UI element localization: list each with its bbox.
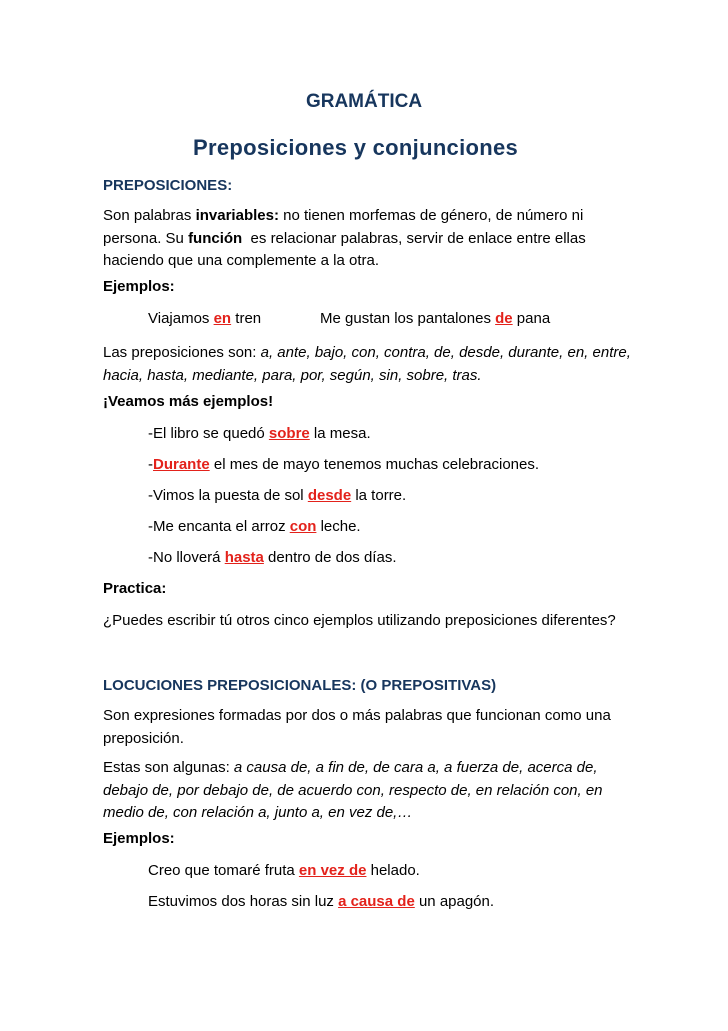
loc-example-1 xyxy=(148,862,420,880)
more-example-5 xyxy=(148,549,396,567)
loc-example-2-loc: a causa de xyxy=(338,893,415,910)
ejemplos-label-1: Ejemplos: xyxy=(103,278,175,295)
more-example-1-post: la mesa. xyxy=(309,425,371,442)
loc-example-1-loc: en vez de xyxy=(298,862,367,879)
def-text-6: es relacionar palabras, servir de enlace entre ellas xyxy=(242,229,586,247)
more-example-2-pre: - xyxy=(148,456,153,473)
more-example-1-pre: -El libro se quedó xyxy=(148,425,269,442)
locuciones-definition xyxy=(103,705,643,750)
example-2-pre: Me gustan los pantalones xyxy=(320,310,496,327)
more-example-2-post: el mes de mayo tenemos muchas celebraciones. xyxy=(209,456,540,473)
loc-list-line-2: debajo de, por debajo de, de acuerdo con, respecto de, en relación con, en xyxy=(103,781,603,799)
doc-subtitle: Preposiciones y conjunciones xyxy=(193,135,519,160)
preposiciones-list xyxy=(103,342,643,387)
more-example-1 xyxy=(148,425,371,443)
more-example-5-post: dentro de dos días. xyxy=(263,549,397,566)
more-example-3-prep: desde xyxy=(307,487,352,504)
more-example-4-prep: con xyxy=(289,518,317,535)
example-2-post: pana xyxy=(512,310,551,327)
loc-example-2-pre: Estuvimos dos horas sin luz xyxy=(148,893,339,910)
loc-list-line-3: medio de, con relación a, junto a, en vez de,… xyxy=(103,804,413,821)
more-example-5-prep: hasta xyxy=(224,549,264,566)
locuciones-heading: LOCUCIONES PREPOSICIONALES: (O PREPOSITIVAS) xyxy=(103,677,497,694)
practica-label: Practica: xyxy=(103,580,167,597)
list-line-1: a, ante, bajo, con, contra, de, desde, durante, en, entre, xyxy=(260,344,631,361)
def-text-3: no tienen morfemas de género, de número ni xyxy=(278,207,584,224)
preposiciones-heading: PREPOSICIONES: xyxy=(103,177,233,194)
def-text-7: haciendo que una complemente a la otra. xyxy=(103,252,380,269)
loc-example-1-pre: Creo que tomaré fruta xyxy=(148,862,299,879)
loc-list-line-1: a causa de, a fin de, de cara a, a fuerza de, acerca de, xyxy=(233,759,598,776)
veamos-heading: ¡Veamos más ejemplos! xyxy=(103,393,274,410)
more-example-2 xyxy=(148,456,539,474)
more-example-3-post: la torre. xyxy=(351,487,407,504)
more-example-2-prep: Durante xyxy=(153,456,210,473)
more-example-1-prep: sobre xyxy=(268,425,310,442)
example-2-prep: de xyxy=(495,310,513,327)
example-1-post: tren xyxy=(231,310,262,327)
def-text-1: Son palabras xyxy=(103,207,196,224)
def-text-4: persona. Su xyxy=(103,229,189,247)
loc-example-1-post: helado. xyxy=(366,862,420,879)
def-term-invariables: invariables: xyxy=(195,207,279,224)
more-example-3 xyxy=(148,487,406,505)
list-line-2: hacia, hasta, mediante, para, por, según, sin, sobre, tras. xyxy=(103,366,482,384)
loc-def-1: Son expresiones formadas por dos o más palabras que funcionan como una xyxy=(103,707,611,724)
list-intro: Las preposiciones son: xyxy=(103,344,261,361)
ejemplos-label-2: Ejemplos: xyxy=(103,830,175,847)
def-term-funcion: función xyxy=(188,229,243,247)
more-example-5-pre: -No lloverá xyxy=(148,549,225,566)
doc-title xyxy=(0,91,728,113)
preposiciones-definition xyxy=(103,205,643,273)
loc-example-2 xyxy=(148,893,494,911)
example-1 xyxy=(148,310,261,328)
more-example-4-post: leche. xyxy=(316,518,361,535)
more-example-3-pre: -Vimos la puesta de sol xyxy=(148,487,308,504)
more-example-4-pre: -Me encanta el arroz xyxy=(148,518,290,535)
example-1-prep: en xyxy=(213,310,232,327)
more-example-4 xyxy=(148,518,361,536)
loc-def-2: preposición. xyxy=(103,729,184,747)
loc-list-intro: Estas son algunas: xyxy=(103,759,234,776)
practica-question: ¿Puedes escribir tú otros cinco ejemplos utilizando preposiciones diferentes? xyxy=(103,612,616,629)
example-1-pre: Viajamos xyxy=(148,310,214,327)
doc-title-text: GRAMÁTICA xyxy=(305,91,423,112)
locuciones-list xyxy=(103,757,663,825)
loc-example-2-post: un apagón. xyxy=(414,893,495,910)
example-2 xyxy=(320,310,550,328)
